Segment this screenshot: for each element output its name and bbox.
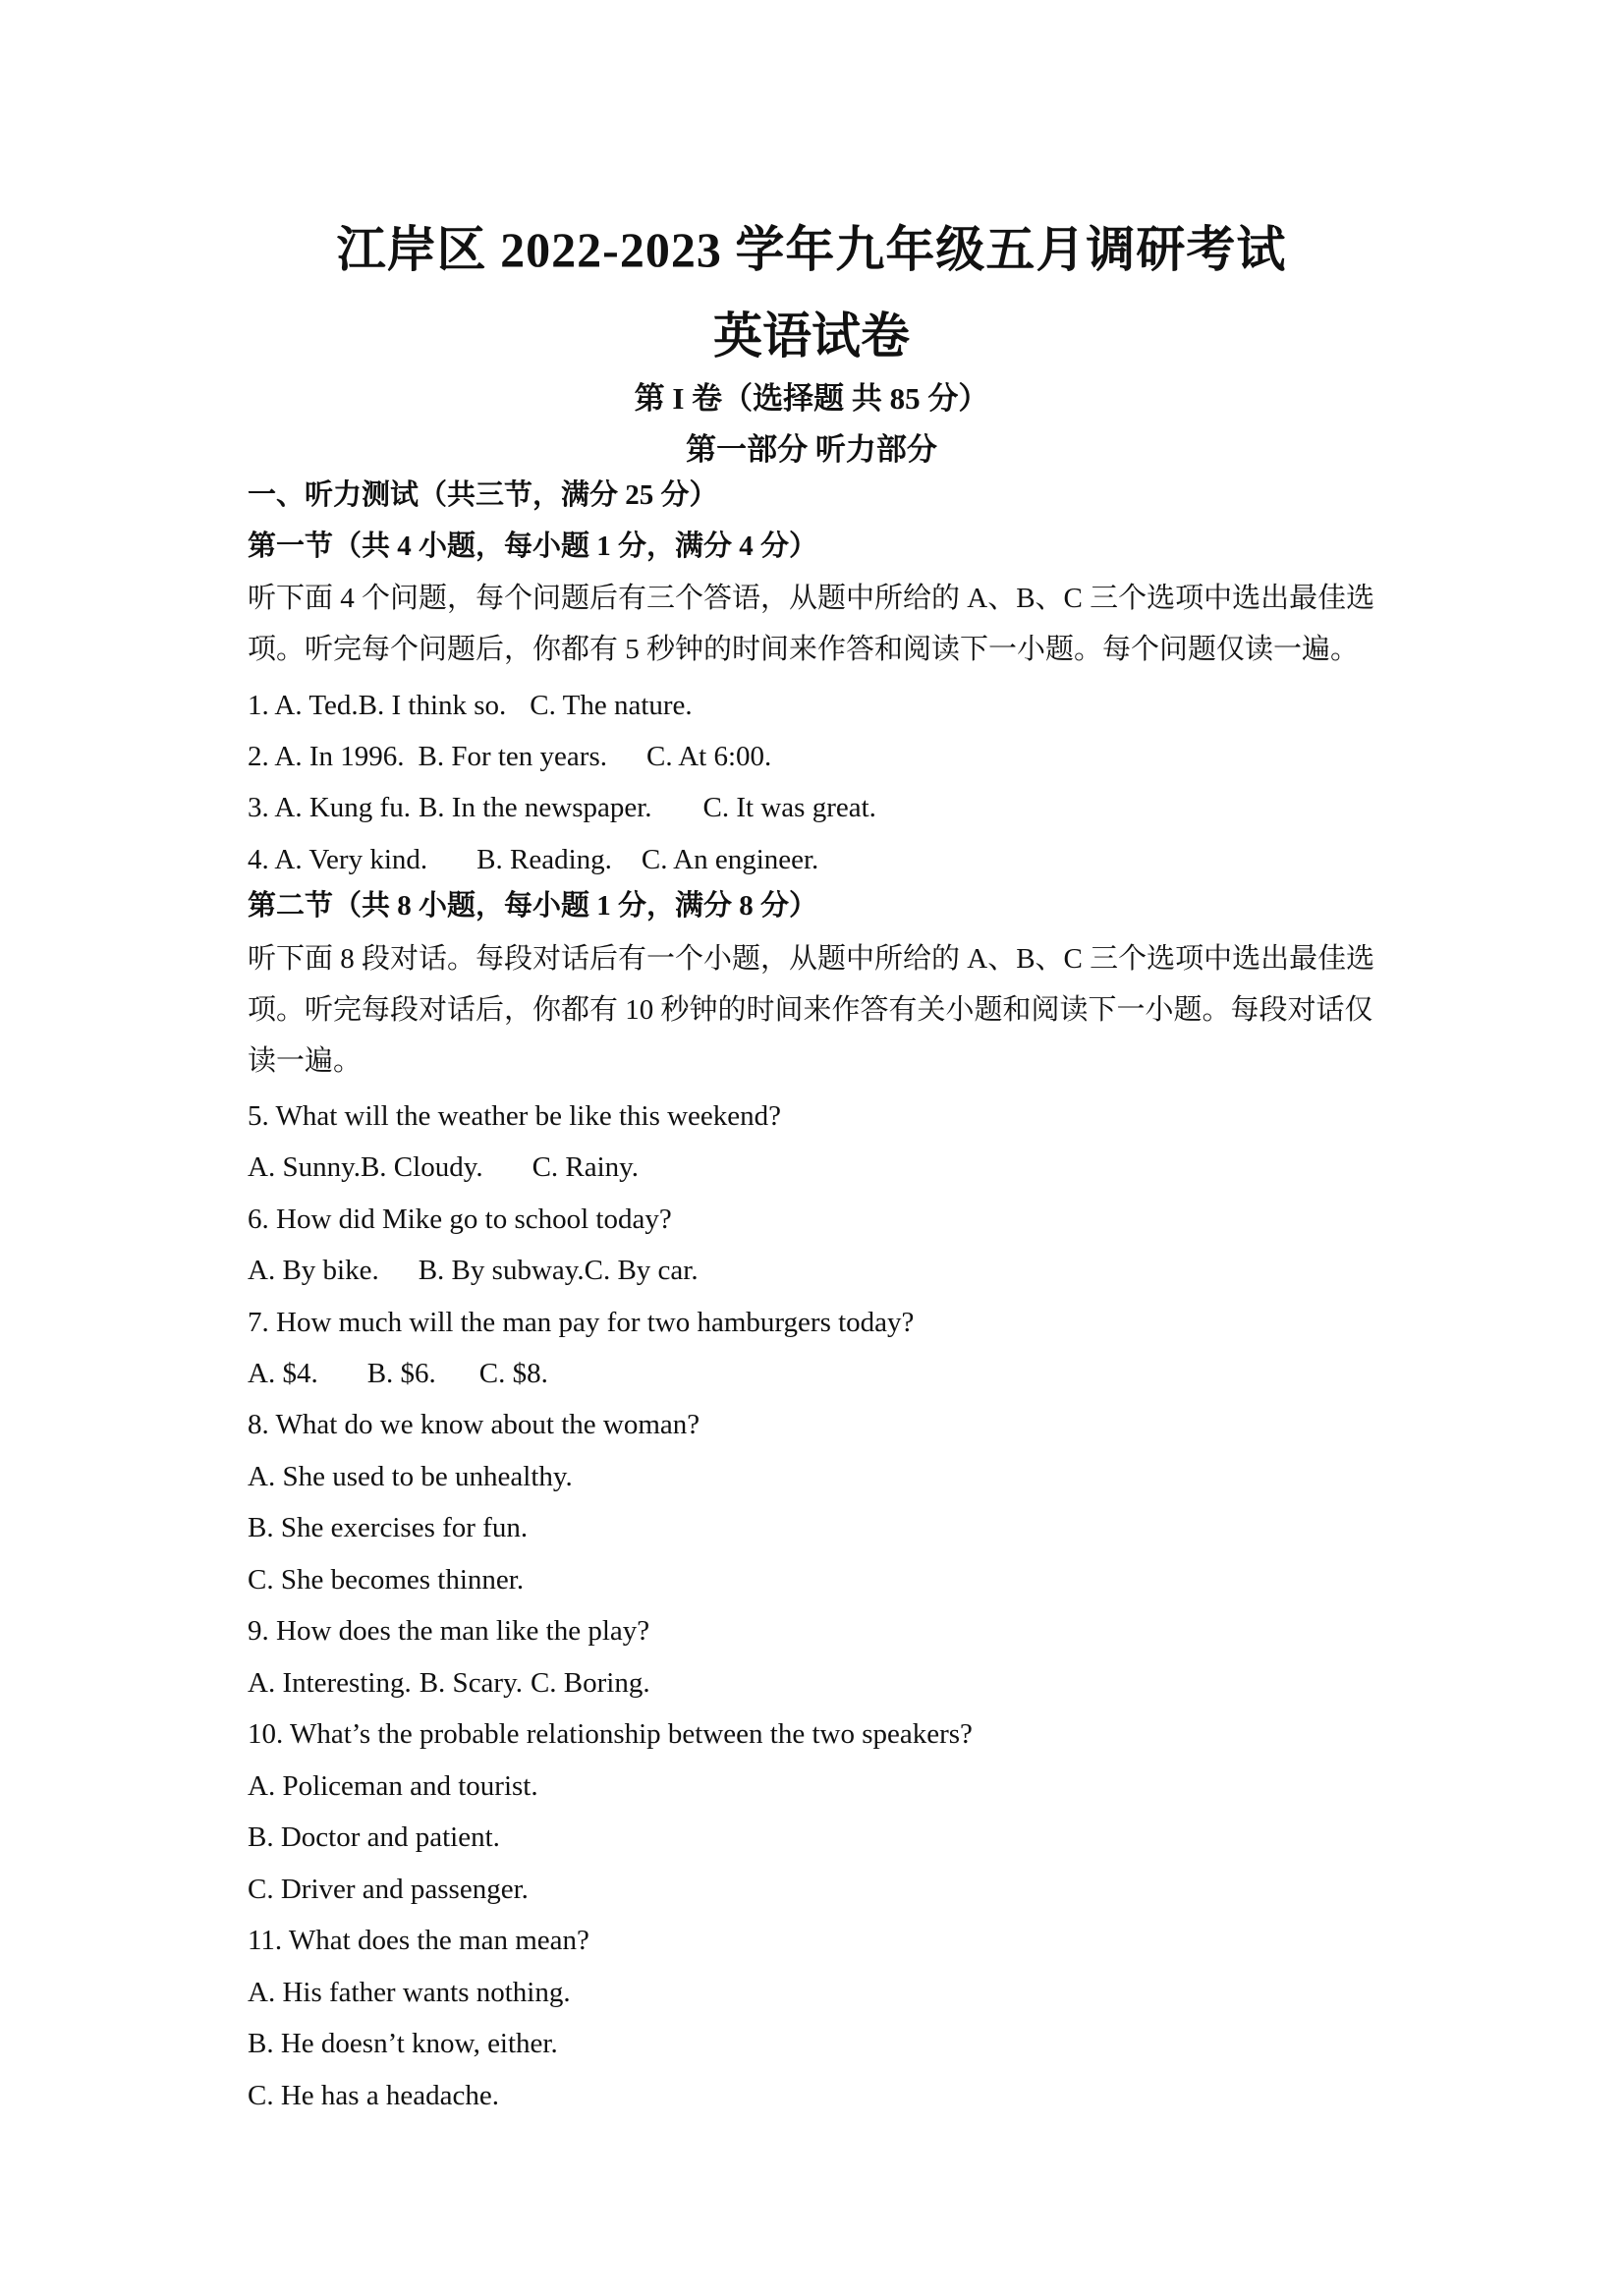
option-a: A. His father wants nothing. [248, 1977, 571, 2008]
option-c: C. Boring. [530, 1667, 650, 1699]
question-7-stem: 7. How much will the man pay for two hamburgers today? [248, 1307, 915, 1338]
question-6-options [248, 1253, 1407, 1288]
option-a: A. Policeman and tourist. [248, 1770, 538, 1802]
subsection-heading: 第一节（共 4 小题，每小题 1 分，满分 4 分） [248, 531, 818, 562]
instructions-line: 项。听完每段对话后，你都有 10 秒钟的时间来作答有关小题和阅读下一小题。每段对话仅 [248, 994, 1373, 1026]
instructions-line: 项。听完每个问题后，你都有 5 秒钟的时间来作答和阅读下一小题。每个问题仅读一遍。 [248, 634, 1360, 665]
option-c: C. Rainy. [532, 1151, 640, 1183]
option-c: C. He has a headache. [248, 2080, 500, 2111]
instructions-line: 听下面 4 个问题，每个问题后有三个答语，从题中所给的 A、B、C 三个选项中选出最佳选 [248, 583, 1375, 614]
option-b: B. Doctor and patient. [248, 1821, 500, 1853]
instructions-line: 读一遍。 [248, 1045, 363, 1077]
part-heading: 第一部分 听力部分 [686, 432, 937, 467]
question-9-options [248, 1665, 1407, 1701]
option-c: C. At 6:00. [646, 741, 772, 772]
subsection-heading: 第二节（共 8 小题，每小题 1 分，满分 8 分） [248, 890, 818, 922]
question-7-options [248, 1356, 1407, 1391]
option-a: A. By bike. [248, 1255, 379, 1286]
option-b: B. He doesn’t know, either. [248, 2028, 558, 2059]
option-c: C. An engineer. [641, 844, 819, 875]
question-10-stem: 10. What’s the probable relationship between the two speakers? [248, 1718, 973, 1750]
question-11-stem: 11. What does the man mean? [248, 1925, 589, 1956]
question-9-stem: 9. How does the man like the play? [248, 1615, 650, 1647]
exam-title: 江岸区 2022-2023 学年九年级五月调研考试 [336, 222, 1287, 277]
question-6-stem: 6. How did Mike go to school today? [248, 1204, 672, 1235]
question-4-options [248, 842, 1407, 877]
option-c: C. It was great. [702, 792, 876, 823]
option-b: B. I think so. [358, 690, 507, 721]
option-c: C. $8. [478, 1358, 548, 1389]
question-8-stem: 8. What do we know about the woman? [248, 1409, 700, 1440]
option-b: B. She exercises for fun. [248, 1512, 529, 1543]
section-heading: 一、听力测试（共三节，满分 25 分） [248, 479, 718, 511]
option-b: B. Cloudy. [360, 1151, 483, 1183]
option-a: A. $4. [248, 1358, 318, 1389]
option-c: C. Driver and passenger. [248, 1874, 529, 1905]
option-a: 4. A. Very kind. [248, 844, 428, 875]
option-a: 2. A. In 1996. [248, 741, 405, 772]
volume-heading: 第 I 卷（选择题 共 85 分） [634, 381, 989, 416]
option-c: C. The nature. [530, 690, 693, 721]
option-b: B. Reading. [476, 844, 612, 875]
option-a: A. Sunny. [248, 1151, 361, 1183]
question-5-stem: 5. What will the weather be like this weekend? [248, 1100, 782, 1132]
option-b: B. In the newspaper. [418, 792, 652, 823]
question-1-options [248, 688, 1407, 723]
option-a: 3. A. Kung fu. [248, 792, 411, 823]
option-a: A. She used to be unhealthy. [248, 1461, 573, 1492]
option-c: C. She becomes thinner. [248, 1564, 525, 1596]
option-b: B. Scary. [419, 1667, 523, 1699]
instructions-line: 听下面 8 段对话。每段对话后有一个小题，从题中所给的 A、B、C 三个选项中选出最佳选 [248, 943, 1375, 975]
question-5-options [248, 1149, 1407, 1185]
question-2-options [248, 739, 1407, 774]
question-3-options [248, 790, 1407, 825]
exam-subtitle: 英语试卷 [713, 308, 910, 364]
option-b: B. For ten years. [418, 741, 607, 772]
option-c: C. By car. [584, 1255, 699, 1286]
option-a: A. Interesting. [248, 1667, 412, 1699]
option-b: B. By subway. [418, 1255, 585, 1286]
option-b: B. $6. [366, 1358, 436, 1389]
option-a: 1. A. Ted. [248, 690, 359, 721]
